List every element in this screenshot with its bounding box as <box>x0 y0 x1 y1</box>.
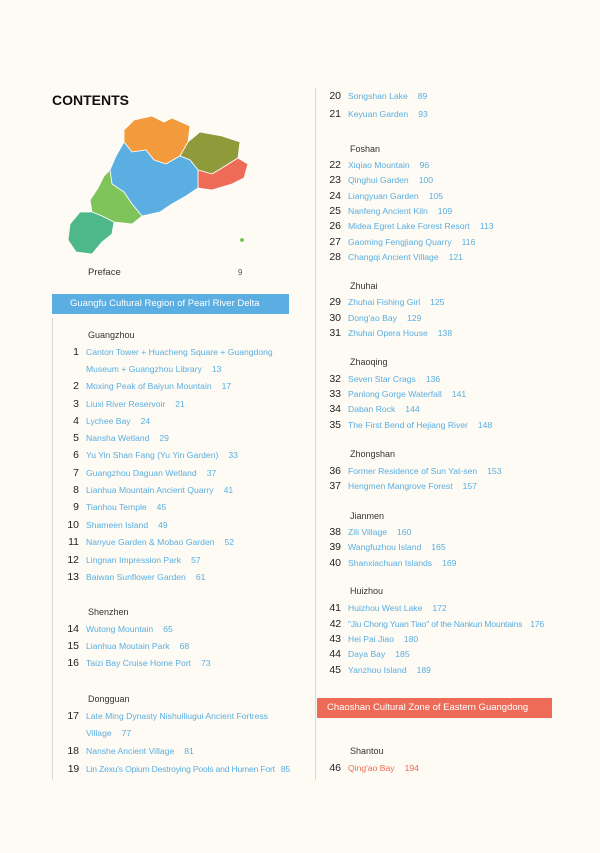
entry-title: Shanxiachuan Islands <box>348 558 433 568</box>
entry-number: 41 <box>329 602 341 614</box>
entry-number: 1 <box>73 346 79 358</box>
entry-title: Wangfuzhou Island <box>348 542 422 552</box>
entry-number: 4 <box>73 415 79 427</box>
guangdong-map <box>62 112 262 262</box>
entry-page: 77 <box>121 728 132 738</box>
entry-page: 153 <box>487 466 502 476</box>
entry-title: Nansha Wetland <box>86 433 150 443</box>
entry-title: Liangyuan Garden <box>348 191 419 201</box>
preface-label: Preface <box>88 267 121 278</box>
entry-title: Midea Egret Lake Forest Resort <box>348 221 470 231</box>
entry-number: 22 <box>329 159 341 171</box>
entry-page: 37 <box>206 468 217 478</box>
entry-title: Late Ming Dynasty Nishuiliugui Ancient Fortress <box>86 711 268 721</box>
section-banner-pearl-river[interactable]: Guangfu Cultural Region of Pearl River Delta <box>52 294 289 314</box>
city-heading-foshan: Foshan <box>350 144 381 154</box>
entry-page: 105 <box>428 191 444 201</box>
city-heading-zhuhai: Zhuhai <box>350 281 378 291</box>
entry-page: 65 <box>163 624 173 634</box>
preface-page: 9 <box>238 268 243 277</box>
entry-page: 57 <box>191 555 201 565</box>
entry-number: 46 <box>329 762 341 774</box>
entry-page: 21 <box>175 399 185 409</box>
entry-title: Yu Yin Shan Fang (Yu Yin Garden) <box>86 450 219 460</box>
entry-page: 68 <box>179 641 190 651</box>
column-divider <box>315 88 316 780</box>
entry-page: 81 <box>184 746 194 756</box>
entry-number: 7 <box>73 467 79 479</box>
entry-page: 148 <box>477 420 493 430</box>
entry-number: 28 <box>329 251 341 263</box>
entry-number: 12 <box>67 554 79 566</box>
entry-title: Keyuan Garden <box>348 109 409 119</box>
entry-number: 37 <box>329 480 341 492</box>
entry-page: 189 <box>416 665 431 675</box>
entry-number: 42 <box>329 618 341 630</box>
entry-number: 31 <box>329 327 341 339</box>
entry-title: Qinghui Garden <box>348 175 409 185</box>
entry-title: Qing'ao Bay <box>348 763 395 773</box>
entry-title: Hengmen Mangrove Forest <box>348 481 453 491</box>
map-island <box>240 238 244 242</box>
city-heading-huizhou: Huizhou <box>350 586 384 596</box>
entry-number: 26 <box>329 220 341 232</box>
page-title: CONTENTS <box>52 92 129 108</box>
entry-page: 113 <box>479 221 494 231</box>
entry-page: 17 <box>221 381 232 391</box>
city-heading-zhongshan: Zhongshan <box>350 449 396 459</box>
city-heading-zhaoqing: Zhaoqing <box>350 357 388 367</box>
entry-page: 144 <box>405 404 420 414</box>
entry-title: Baiwan Sunflower Garden <box>86 572 186 582</box>
city-heading-shantou: Shantou <box>350 746 384 756</box>
entry-number: 45 <box>329 664 341 676</box>
entry-number: 11 <box>68 536 79 548</box>
entry-number: 19 <box>67 763 79 775</box>
entry-title: Moxing Peak of Baiyun Mountain <box>86 381 212 391</box>
entry-page: 125 <box>430 297 445 307</box>
entry-page: 176 <box>530 619 544 629</box>
entry-title: Lingnan Impression Park <box>86 555 182 565</box>
entry-title: Shameen Island <box>86 520 149 530</box>
entry-title: Dong'ao Bay <box>348 313 397 323</box>
entry-title: Tianhou Temple <box>86 502 147 512</box>
entry-number: 5 <box>73 432 79 444</box>
city-heading-jianmen: Jianmen <box>350 511 385 521</box>
entry-title: Former Residence of Sun Yat-sen <box>348 466 478 476</box>
entry-number: 33 <box>329 388 341 400</box>
city-heading-guangzhou: Guangzhou <box>88 330 135 340</box>
entry-page: 185 <box>395 649 410 659</box>
entry-title: Lianhua Moutain Park <box>86 641 170 651</box>
entry-number: 13 <box>67 571 79 583</box>
entry-page: 29 <box>159 433 169 443</box>
entry-number: 44 <box>329 648 341 660</box>
entry-page: 85 <box>280 764 291 774</box>
entry-page: 100 <box>418 175 434 185</box>
entry-title: Xiqiao Mountain <box>348 160 410 170</box>
entry-page: 45 <box>156 502 167 512</box>
entry-title: Hei Pai Jiao <box>348 634 394 644</box>
entry-page: 194 <box>404 763 419 773</box>
entry-number: 32 <box>329 373 341 385</box>
entry-number: 29 <box>329 296 341 308</box>
entry-page: 121 <box>448 252 463 262</box>
entry-page: 138 <box>437 328 453 338</box>
entry-page: 89 <box>417 91 428 101</box>
entry-number: 30 <box>329 312 341 324</box>
entry-number: 39 <box>329 541 341 553</box>
left-divider <box>52 318 53 780</box>
entry-number: 43 <box>329 633 341 645</box>
entry-title: Nanyue Garden & Mobao Garden <box>86 537 215 547</box>
entry-number: 35 <box>329 419 341 431</box>
city-heading-dongguan: Dongguan <box>88 694 130 704</box>
entry-title: Daban Rock <box>348 404 396 414</box>
entry-title: Taizi Bay Cruise Home Port <box>86 658 192 668</box>
entry-number: 14 <box>67 623 79 635</box>
entry-title: The First Bend of Hejiang River <box>348 420 468 430</box>
entry-page: 96 <box>419 160 430 170</box>
entry-page: 109 <box>437 206 453 216</box>
entry-number: 20 <box>329 90 341 102</box>
entry-number: 36 <box>329 465 341 477</box>
entry-title: Seven Star Crags <box>348 374 416 384</box>
entry-number: 27 <box>329 236 341 248</box>
entry-number: 21 <box>329 108 341 120</box>
entry-title: Guangzhou Daguan Wetland <box>86 468 197 478</box>
map-region-southwest <box>68 212 114 254</box>
entry-page: 41 <box>223 485 234 495</box>
entry-title: Songshan Lake <box>348 91 408 101</box>
entry-number: 16 <box>67 657 79 669</box>
entry-number: 25 <box>329 205 341 217</box>
entry-title: Canton Tower + Huacheng Square + Guangdong <box>86 347 273 357</box>
entry-title: Lianhua Mountain Ancient Quarry <box>86 485 214 495</box>
entry-page: 165 <box>431 542 446 552</box>
entry-page: 169 <box>442 558 457 568</box>
city-heading-shenzhen: Shenzhen <box>88 607 129 617</box>
entry-title: Lychee Bay <box>86 416 131 426</box>
entry-number: 2 <box>73 380 79 392</box>
entry-page: 24 <box>140 416 151 426</box>
entry-number: 15 <box>67 640 79 652</box>
entry-title-line2: Village <box>86 728 112 738</box>
entry-page: 33 <box>228 450 238 460</box>
entry-page: 172 <box>432 603 447 613</box>
entry-title: Panlong Gorge Waterfall <box>348 389 442 399</box>
entry-number: 38 <box>329 526 341 538</box>
section-banner-chaoshan[interactable]: Chaoshan Cultural Zone of Eastern Guangdong <box>317 698 552 718</box>
entry-title: Yanzhou Island <box>348 665 407 675</box>
entry-title-line2: Museum + Guangzhou Library <box>86 364 202 374</box>
entry-title: Gaoming Fengjiang Quarry <box>348 237 452 247</box>
entry-title: Zhuhai Opera House <box>348 328 428 338</box>
entry-number: 17 <box>67 710 79 722</box>
entry-number: 23 <box>329 174 341 186</box>
entry-page: 73 <box>201 658 211 668</box>
entry-number: 18 <box>67 745 79 757</box>
entry-title: Daya Bay <box>348 649 386 659</box>
entry-title: Nanshe Ancient Village <box>86 746 175 756</box>
entry-page: 180 <box>403 634 419 644</box>
entry-page: 160 <box>397 527 412 537</box>
entry-title: Zhuhai Fishing Girl <box>348 297 421 307</box>
entry-page: 116 <box>461 237 476 247</box>
entry-page: 136 <box>425 374 441 384</box>
entry-title: Liuxi River Reservoir <box>86 399 166 409</box>
entry-page: 61 <box>195 572 206 582</box>
entry-page: 129 <box>406 313 422 323</box>
entry-number: 40 <box>329 557 341 569</box>
entry-number: 6 <box>73 449 79 461</box>
entry-title: Changqi Ancient Village <box>348 252 439 262</box>
entry-title: Zili Village <box>348 527 388 537</box>
entry-number: 34 <box>329 403 341 415</box>
entry-title: Lin Zexu's Opium Destroying Pools and Humen Fort <box>86 764 275 774</box>
entry-page: 141 <box>451 389 467 399</box>
entry-number: 8 <box>73 484 79 496</box>
entry-number: 24 <box>329 190 341 202</box>
entry-title: "Jiu Chong Yuan Tiao" of the Nankun Mountains <box>348 619 523 629</box>
entry-title: Huizhou West Lake <box>348 603 423 613</box>
entry-title: Nanfeng Ancient Kiln <box>348 206 428 216</box>
entry-number: 9 <box>73 501 79 513</box>
entry-number: 3 <box>73 398 79 410</box>
entry-page: 93 <box>418 109 428 119</box>
entry-number: 10 <box>67 519 79 531</box>
preface-entry[interactable] <box>88 267 248 278</box>
entry-page: 52 <box>224 537 235 547</box>
entry-page: 49 <box>158 520 168 530</box>
entry-page: 13 <box>211 364 222 374</box>
entry-title: Wutong Mountain <box>86 624 154 634</box>
entry-page: 157 <box>462 481 477 491</box>
